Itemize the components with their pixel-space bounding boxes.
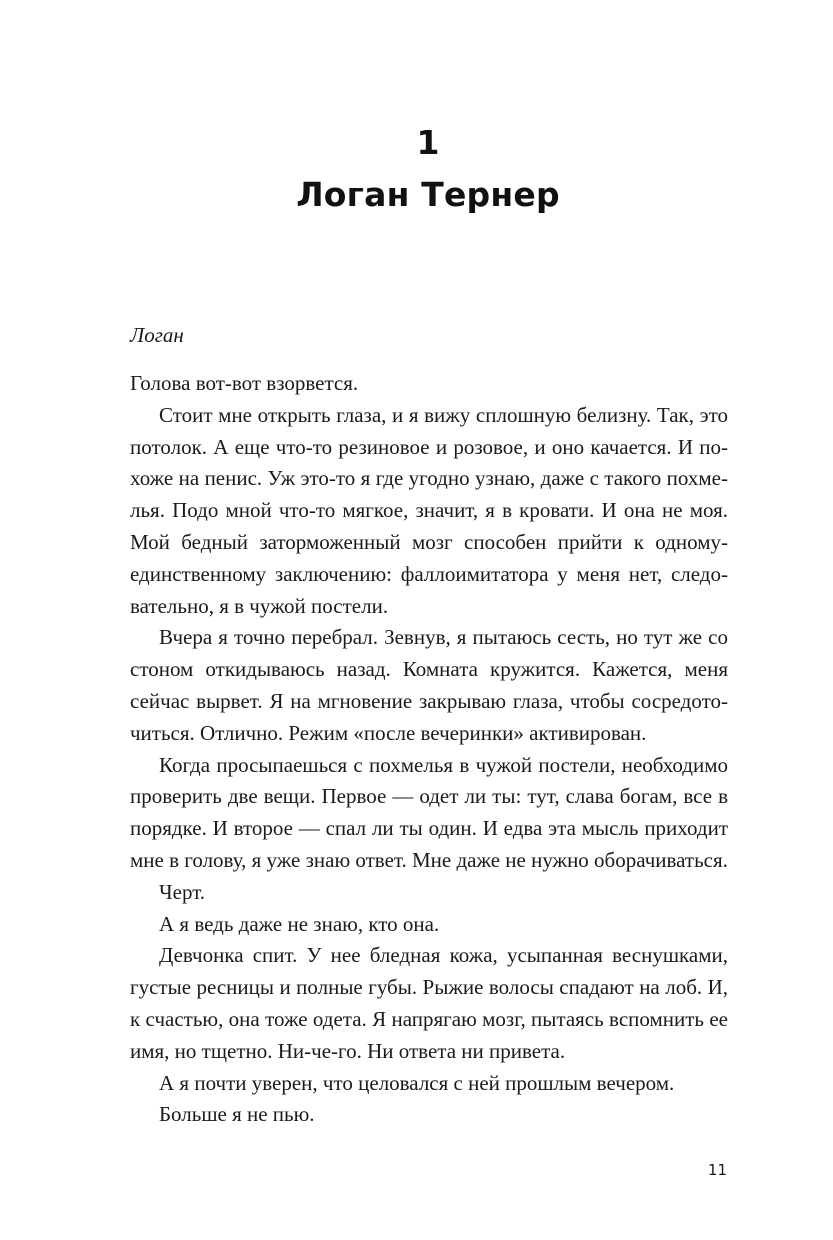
paragraph: А я ведь даже не знаю, кто она. [159,911,440,936]
page-number: 11 [707,1161,727,1179]
paragraph: А я почти уверен, что целовался с ней прошлым вечером. [159,1070,675,1095]
chapter-number: 1 [416,123,440,162]
pov-label: Логан [130,323,184,347]
paragraph: Голова вот-вот взорвется. [130,371,359,395]
paragraph: Черт. [159,879,206,904]
paragraph: Девчонка спит. У нее бледная кожа, усыпанная веснушками, густые ресницы и полные губы. Рыжие волосы спадают на лоб. И, к счастью, она тоже одета. Я напрягаю мозг, пытаясь вспомнить ее имя, но тщетно. Ни-че-го. Ни ответа ни привета. [130,943,728,1063]
body-text [130,368,728,1131]
paragraph: Вчера я точно перебрал. Зевнув, я пытаюсь сесть, но тут же со стоном откидываюсь назад. Комната кружится. Кажется, меня сейчас вырвет. Я на мгновение закрываю глаза, чтобы сосредоточиться. Отлично. Режим «после вечеринки» активирован. [130,625,728,745]
paragraph: Больше я не пью. [159,1102,315,1127]
paragraph: Стоит мне открыть глаза, и я вижу сплошную белизну. Так, это потолок. А еще что-то резиновое и розовое, и оно качается. И похоже на пенис. Уж это-то я где угодно узнаю, даже с такого похмелья. Подо мной что-то мягкое, значит, я в кровати. И она не моя. Мой бедный заторможенный мозг способен прийти к одному-единственному заключению: фаллоимитатора у меня нет, следовательно, я в чужой постели. [130,402,728,618]
chapter-title: Логан Тернер [296,175,560,214]
paragraph: Когда просыпаешься с похмелья в чужой постели, необходимо проверить две вещи. Первое — одет ли ты: тут, слава богам, все в порядке. И второе — спал ли ты один. И едва эта мысль приходит мне в голову, я уже знаю ответ. Мне даже не нужно оборачиваться. [130,752,728,872]
